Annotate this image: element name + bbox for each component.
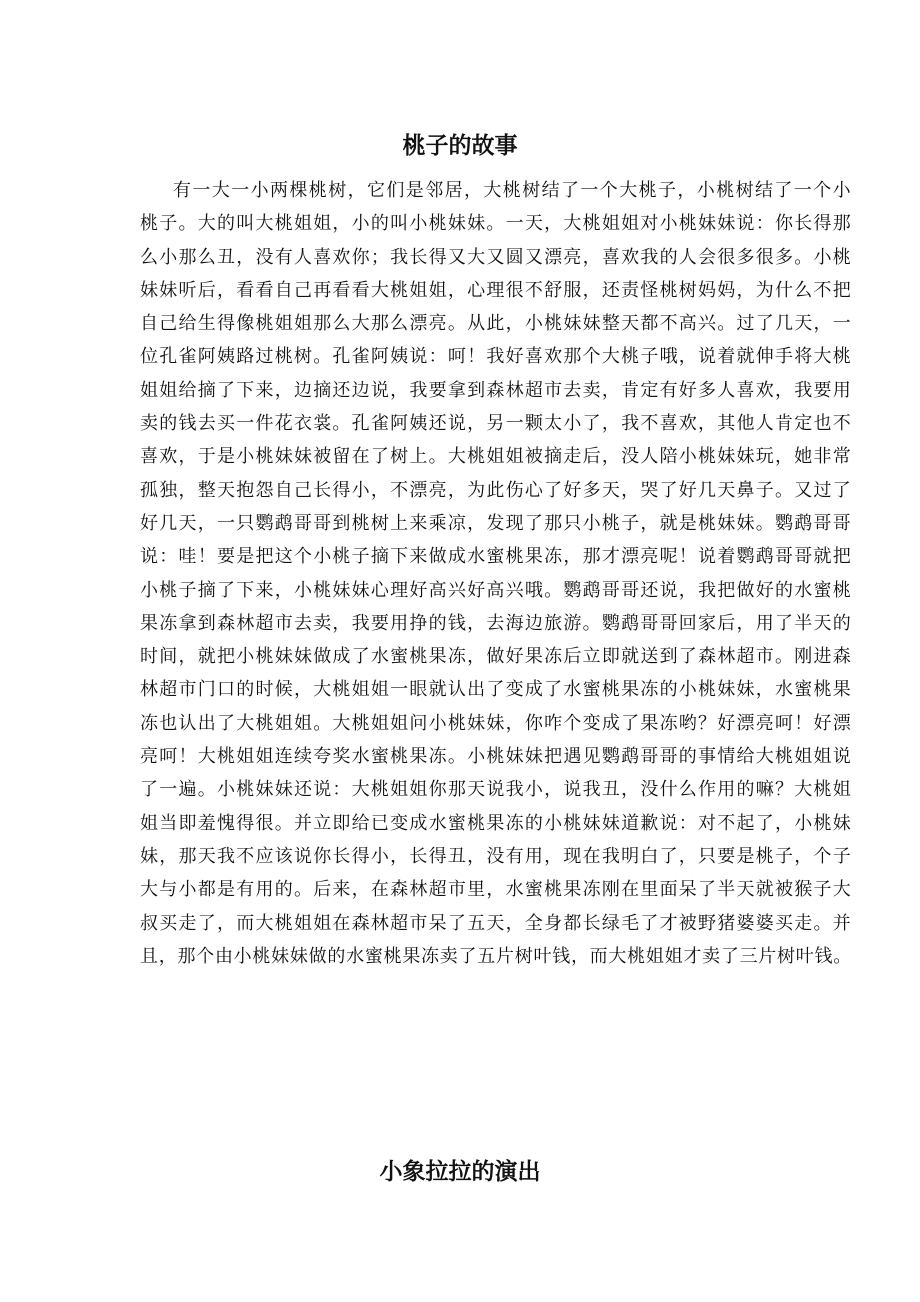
paragraph-line: 亮呵！大桃姐姐连续夸奖水蜜桃果冻。小桃妹妹把遇见鹦鹉哥哥的事情给大桃姐姐说 bbox=[140, 746, 852, 768]
story-title-peach: 桃子的故事 bbox=[402, 132, 518, 159]
story-body-peach bbox=[140, 174, 852, 973]
paragraph-line: 妹，那天我不应该说你长得小，长得丑，没有用，现在我明白了，只要是桃子，个子 bbox=[140, 845, 852, 867]
paragraph-line: 位孔雀阿姨路过桃树。孔雀阿姨说：呵！我好喜欢那个大桃子哦，说着就伸手将大桃 bbox=[140, 346, 852, 368]
paragraph-line: 自己给生得像桃姐姐那么大那么漂亮。从此，小桃妹妹整天都不高兴。过了几天，一 bbox=[140, 313, 852, 335]
paragraph-line: 姐当即羞愧得很。并立即给已变成水蜜桃果冻的小桃妹妹道歉说：对不起了，小桃妹 bbox=[140, 812, 852, 834]
paragraph-line: 时间，就把小桃妹妹做成了水蜜桃果冻，做好果冻后立即就送到了森林超市。刚进森 bbox=[140, 646, 852, 668]
paragraph-line: 妹妹听后，看看自己再看看大桃姐姐，心理很不舒服，还责怪桃树妈妈，为什么不把 bbox=[140, 279, 852, 301]
paragraph-line: 林超市门口的时候，大桃姐姐一眼就认出了变成了水蜜桃果冻的小桃妹妹，水蜜桃果 bbox=[140, 679, 852, 701]
paragraph-line: 小桃子摘了下来，小桃妹妹心理好高兴好高兴哦。鹦鹉哥哥还说，我把做好的水蜜桃 bbox=[140, 579, 852, 601]
paragraph-line: 大与小都是有用的。后来，在森林超市里，水蜜桃果冻刚在里面呆了半天就被猴子大 bbox=[140, 879, 852, 901]
paragraph-line: 孤独，整天抱怨自己长得小，不漂亮，为此伤心了好多天，哭了好几天鼻子。又过了 bbox=[140, 479, 852, 501]
paragraph-line: 果冻拿到森林超市去卖，我要用挣的钱，去海边旅游。鹦鹉哥哥回家后，用了半天的 bbox=[140, 612, 852, 634]
paragraph-line: 有一大一小两棵桃树，它们是邻居，大桃树结了一个大桃子，小桃树结了一个小 bbox=[173, 180, 852, 201]
paragraph-line: 了一遍。小桃妹妹还说：大桃姐姐你那天说我小，说我丑，没什么作用的嘛？大桃姐 bbox=[140, 779, 852, 801]
paragraph-line: 姐姐给摘了下来，边摘还边说，我要拿到森林超市去卖，肯定有好多人喜欢，我要用 bbox=[140, 379, 852, 401]
paragraph-line: 冻也认出了大桃姐姐。大桃姐姐问小桃妹妹，你咋个变成了果冻哟？好漂亮呵！好漂 bbox=[140, 712, 852, 734]
paragraph-line: 且，那个由小桃妹妹做的水蜜桃果冻卖了五片树叶钱，而大桃姐姐才卖了三片树叶钱。 bbox=[140, 945, 852, 967]
paragraph-line: 卖的钱去买一件花衣裳。孔雀阿姨还说，另一颗太小了，我不喜欢，其他人肯定也不 bbox=[140, 413, 852, 435]
paragraph-line: 叔买走了，而大桃姐姐在森林超市呆了五天，全身都长绿毛了才被野猪婆婆买走。并 bbox=[140, 912, 852, 934]
paragraph-line: 么小那么丑，没有人喜欢你；我长得又大又圆又漂亮，喜欢我的人会很多很多。小桃 bbox=[140, 246, 852, 268]
paragraph-line: 说：哇！要是把这个小桃子摘下来做成水蜜桃果冻，那才漂亮呢！说着鹦鹉哥哥就把 bbox=[140, 546, 852, 568]
paragraph-line: 好几天，一只鹦鹉哥哥到桃树上来乘凉，发现了那只小桃子，就是桃妹妹。鹦鹉哥哥 bbox=[140, 512, 852, 534]
paragraph-line: 桃子。大的叫大桃姐姐，小的叫小桃妹妹。一天，大桃姐姐对小桃妹妹说：你长得那 bbox=[140, 213, 852, 235]
story-title-elephant: 小象拉拉的演出 bbox=[379, 1158, 541, 1185]
paragraph-line: 喜欢，于是小桃妹妹被留在了树上。大桃姐姐被摘走后，没人陪小桃妹妹玩，她非常 bbox=[140, 446, 852, 468]
